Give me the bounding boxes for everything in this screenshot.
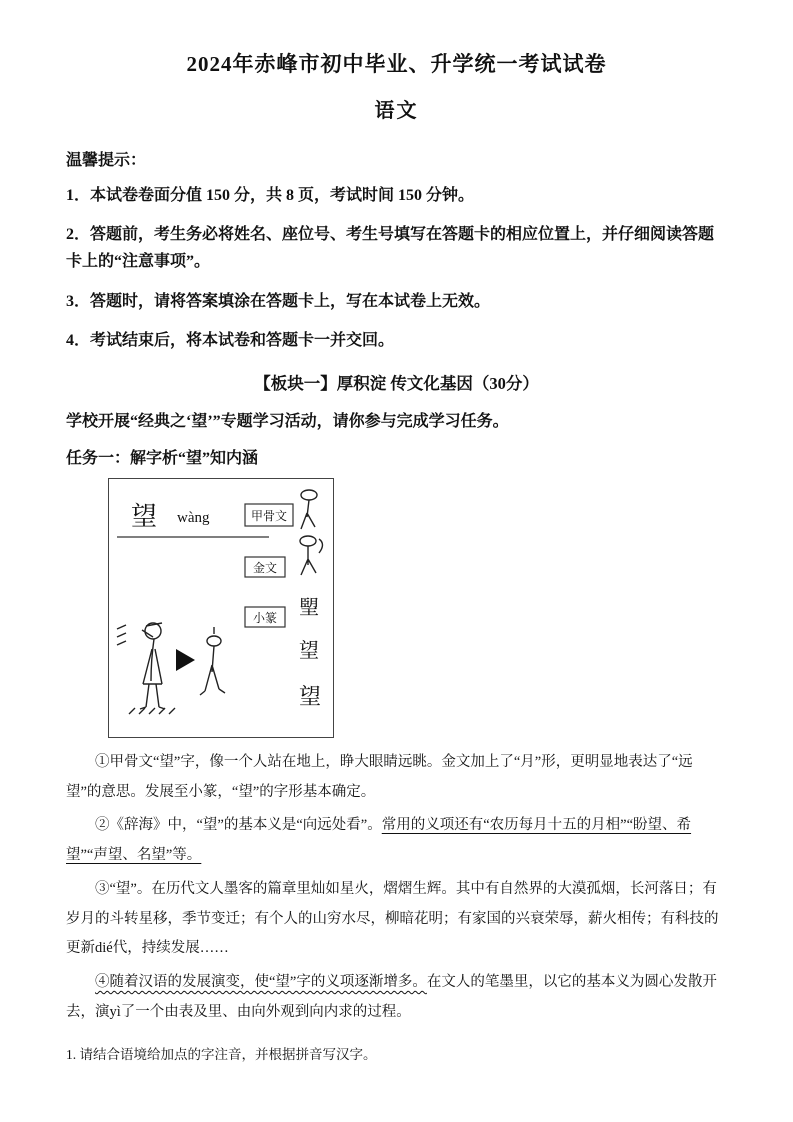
paper-subject: 语文: [374, 100, 419, 122]
activity-intro: 学校开展“经典之‘望’”专题学习活动，请你参与完成学习任务。: [66, 412, 509, 430]
arrow-icon: [176, 649, 195, 671]
paper-title: 2024年赤峰市初中毕业、升学统一考试试卷: [186, 52, 607, 76]
seal-glyph-char: 朢: [299, 596, 319, 619]
oracle-glyph-large: [200, 627, 225, 695]
text-segment: ③“望”。在历代文人墨客的篇章里灿如星火，熠熠生辉。其中有自然界的大漠孤烟，长河落日；有岁月的斗转星移，季节变迁；有个人的山穷水尽，柳暗花明；有家国的兴衰荣辱，薪火相传；有科技的更新dié代，持续发展……: [66, 880, 719, 957]
text-segment: ①甲骨文“望”字，像一个人站在地上，睁大眼睛远眺。金文加上了“月”形，更明显地表达了“远望”的意思。发展至小篆，“望”的字形基本确定。: [66, 753, 693, 800]
text-segment: ②《辞海》中，“望”的基本义是“向远处看”。: [95, 817, 382, 834]
person-drawing: [117, 623, 175, 714]
character-evolution-figure: [108, 478, 334, 738]
figure-pinyin: wàng: [177, 509, 210, 526]
wavy-underlined-text-segment: ④随着汉语的发展演变，使“望”字的义项逐渐增多。: [95, 973, 427, 990]
tip-item-1: 1．本试卷卷面分值 150 分，共 8 页，考试时间 150 分钟。: [66, 187, 475, 204]
section-header: 【板块一】厚积淀 传文化基因（30分）: [254, 373, 539, 393]
clerical-glyph-char: 望: [299, 639, 319, 662]
task-header: 任务一：解字析“望”知内涵: [66, 449, 259, 467]
label-xiaozhuan: 小篆: [252, 610, 278, 625]
bronze-glyph: [300, 536, 323, 575]
tip-item-4: 4．考试结束后，将本试卷和答题卡一并交回。: [66, 331, 395, 349]
paragraph-1: [66, 748, 727, 807]
figure-main-char: 望: [131, 501, 158, 531]
question-1: 1. 请结合语境给加点的字注音，并根据拼音写汉字。: [66, 1047, 377, 1063]
underlined-text-segment: 常用的义项还有“农历每月十五的月相”“盼望、希望”“声望、名望”等。: [66, 817, 692, 864]
oracle-glyph: [301, 490, 317, 529]
paragraph-2: [66, 811, 727, 870]
modern-glyph-char: 望: [299, 683, 322, 709]
paragraph-4: [66, 968, 727, 1027]
tips-header: 温馨提示：: [66, 152, 147, 169]
tip-item-2: 2．答题前，考生务必将姓名、座位号、考生号填写在答题卡的相应位置上，并仔细阅读答题卡上的“注意事项”。: [66, 226, 715, 271]
text-segment: 在文人的笔墨里，以它的基本义为圆心发散开去，演yì了一个由表及里、由向外观到向内求的过程。: [66, 973, 717, 1020]
label-jiaguwen: 甲骨文: [250, 508, 288, 523]
paragraph-3: [66, 875, 727, 964]
label-jinwen: 金文: [252, 560, 278, 575]
figure-illustration: [109, 479, 331, 734]
tip-item-3: 3．答题时，请将答案填涂在答题卡上，写在本试卷上无效。: [66, 292, 491, 310]
